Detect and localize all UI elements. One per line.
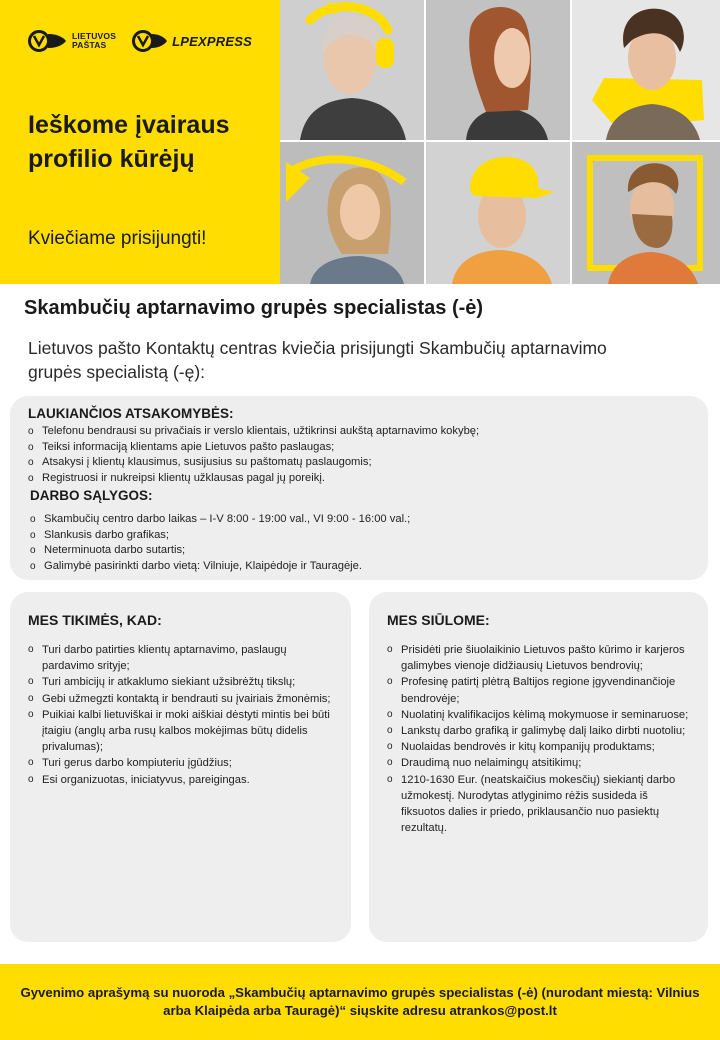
list-item: o Nuolatinį kvalifikacijos kėlimą mokymuose ir seminaruose; bbox=[387, 707, 693, 723]
headline: Ieškome įvairaus profilio kūrėjų bbox=[28, 111, 230, 173]
list-item: o Galimybė pasirinkti darbo vietą: Vilniuje, Klaipėdoje ir Tauragėje. bbox=[30, 559, 700, 575]
photo-man-curly bbox=[572, 0, 720, 140]
footer-banner bbox=[0, 964, 720, 1040]
lpexpress-logo bbox=[132, 30, 252, 52]
offers-list bbox=[387, 642, 693, 836]
job-title: Skambučių aptarnavimo grupės specialistas (-ė) bbox=[24, 297, 484, 319]
photo-woman-headphones bbox=[280, 0, 424, 140]
logos-row bbox=[28, 30, 252, 52]
list-item: o Neterminuota darbo sutartis; bbox=[30, 543, 700, 559]
list-item: o Gebi užmegzti kontaktą ir bendrauti su įvairiais žmonėmis; bbox=[28, 691, 334, 707]
list-item: o Atsakysi į klientų klausimus, susijusius su paštomatų paslaugomis; bbox=[28, 455, 698, 471]
expectations-box bbox=[10, 592, 351, 942]
logo-lpe-text: LPEXPRESS bbox=[172, 33, 252, 49]
responsibilities-list bbox=[28, 424, 698, 486]
list-item: o Turi gerus darbo kompiuteriu įgūdžius; bbox=[28, 755, 334, 771]
list-item: o Profesinę patirtį plėtrą Baltijos regione įgyvendinančioje bendrovėje; bbox=[387, 674, 693, 706]
conditions-list bbox=[30, 512, 700, 574]
list-item: o Teiksi informaciją klientams apie Lietuvos pašto paslaugas; bbox=[28, 440, 698, 456]
photo-grid bbox=[280, 0, 720, 284]
photo-man-cap bbox=[426, 142, 570, 284]
intro-text: Lietuvos pašto Kontaktų centras kviečia prisijungti Skambučių aptarnavimo grupės specialistą (-ę): bbox=[28, 338, 607, 382]
list-item: o Turi darbo patirties klientų aptarnavimo, paslaugų pardavimo srityje; bbox=[28, 642, 334, 674]
list-item: o Lankstų darbo grafiką ir galimybę dalį laiko dirbti nuotoliu; bbox=[387, 723, 693, 739]
offers-heading: MES SIŪLOME: bbox=[387, 612, 490, 628]
expectations-heading: MES TIKIMĖS, KAD: bbox=[28, 612, 162, 628]
photo-woman-arrow bbox=[280, 142, 424, 284]
list-item: o Telefonu bendrausi su privačiais ir verslo klientais, užtikrinsi aukštą aptarnavimo kokybę; bbox=[28, 424, 698, 440]
horn-icon bbox=[132, 30, 168, 52]
application-instructions: Gyvenimo aprašymą su nuoroda „Skambučių aptarnavimo grupės specialistas (-ė) (nurodant miestą: Vilnius arba Klaipėda arba Tauragė)“ siųskite adresu atrankos@post.lt bbox=[20, 985, 700, 1018]
lietuvos-pastas-logo bbox=[28, 30, 116, 52]
logo-lp-line1: LIETUVOS bbox=[72, 31, 117, 41]
invite-text: Kviečiame prisijungti! bbox=[28, 228, 207, 249]
responsibilities-conditions-box bbox=[10, 396, 708, 580]
list-item: o Puikiai kalbi lietuviškai ir moki aiškiai dėstyti mintis bei būti įtaigiu (anglų arba rusų kalbos mokėjimas būtų didelis privalumas); bbox=[28, 707, 334, 756]
horn-icon bbox=[28, 30, 68, 52]
photo-man-beard bbox=[572, 142, 720, 284]
expectations-list bbox=[28, 642, 334, 788]
header-banner bbox=[0, 0, 720, 284]
list-item: o 1210-1630 Eur. (neatskaičius mokesčių) siekiantį darbo užmokestį. Nurodytas atlyginimo rėžis susideda iš fiksuotos dalies ir priedo, priklausančio nuo pasiektų rezultatų. bbox=[387, 772, 693, 837]
list-item: o Skambučių centro darbo laikas – I-V 8:00 - 19:00 val., VI 9:00 - 16:00 val.; bbox=[30, 512, 700, 528]
list-item: o Prisidėti prie šiuolaikinio Lietuvos pašto kūrimo ir karjeros galimybes vienoje didžiausių Lietuvos bendrovių; bbox=[387, 642, 693, 674]
logo-lp-line2: PAŠTAS bbox=[72, 40, 107, 50]
list-item: o Draudimą nuo nelaimingų atsitikimų; bbox=[387, 755, 693, 771]
conditions-heading: DARBO SĄLYGOS: bbox=[30, 488, 153, 503]
list-item: o Esi organizuotas, iniciatyvus, pareigingas. bbox=[28, 772, 334, 788]
header-yellow-panel bbox=[0, 0, 280, 284]
list-item: o Turi ambicijų ir atkaklumo siekiant užsibrėžtų tikslų; bbox=[28, 674, 334, 690]
list-item: o Registruosi ir nukreipsi klientų užklausas pagal jų poreikį. bbox=[28, 471, 698, 487]
photo-woman-profile bbox=[426, 0, 570, 140]
list-item: o Slankusis darbo grafikas; bbox=[30, 528, 700, 544]
list-item: o Nuolaidas bendrovės ir kitų kompanijų produktams; bbox=[387, 739, 693, 755]
offers-box bbox=[369, 592, 708, 942]
responsibilities-heading: LAUKIANČIOS ATSAKOMYBĖS: bbox=[28, 406, 234, 421]
